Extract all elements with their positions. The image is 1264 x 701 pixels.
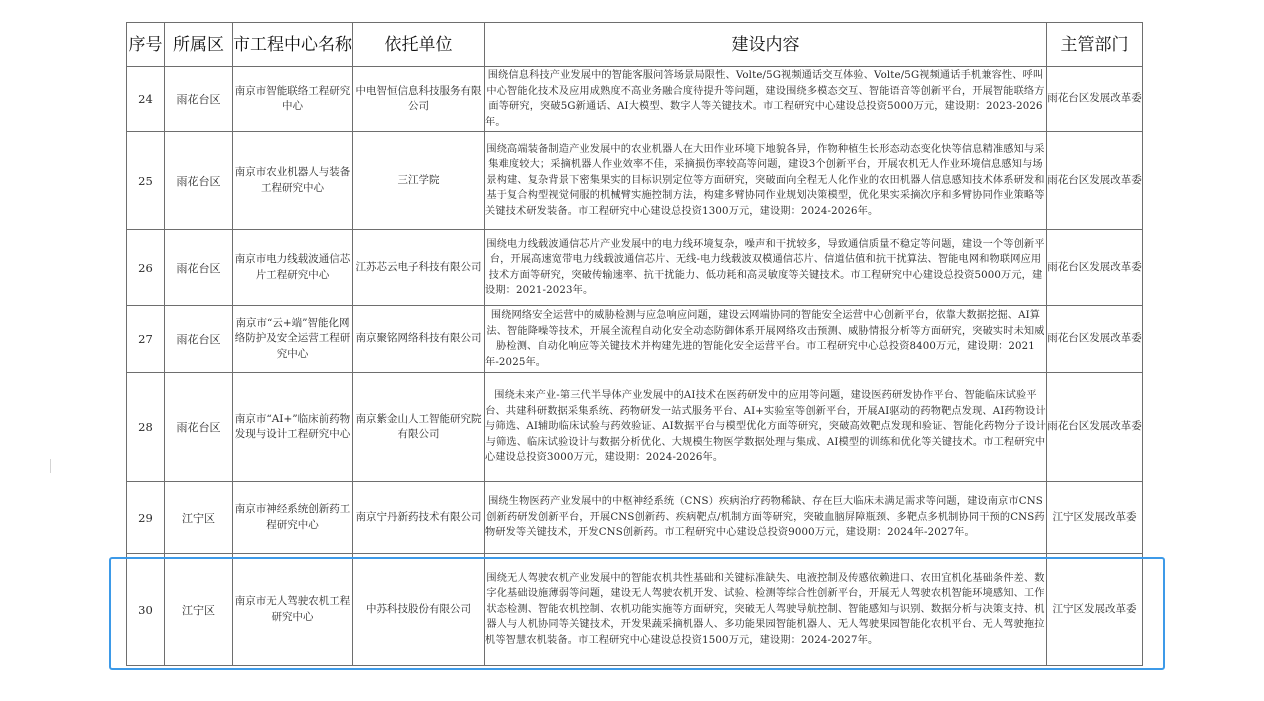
row-district: 江宁区 — [165, 482, 233, 554]
header-row — [127, 23, 1143, 67]
row-center-name: 南京市神经系统创新药工程研究中心 — [233, 482, 353, 554]
row-host-unit: 中苏科技股份有限公司 — [353, 554, 485, 666]
project-table — [126, 22, 1143, 666]
row-no: 24 — [127, 67, 165, 132]
row-dept: 江宁区发展改革委 — [1047, 482, 1143, 554]
row-no: 25 — [127, 132, 165, 230]
row-host-unit: 南京紫金山人工智能研究院有限公司 — [353, 373, 485, 482]
row-center-name: 南京市智能联络工程研究中心 — [233, 67, 353, 132]
row-no: 27 — [127, 306, 165, 373]
table-row — [127, 482, 1143, 554]
row-dept: 雨花台区发展改革委 — [1047, 306, 1143, 373]
row-content: 围绕生物医药产业发展中的中枢神经系统（CNS）疾病治疗药物稀缺、存在巨大临床未满足需求等问题，建设南京市CNS创新药研发创新平台，开展CNS创新药、疾病靶点/机制方面等研究，突破血脑屏障瓶颈、多靶点多机制协同干预的CNS药物研发等关键技术，开发CNS创新药。市工程研究中心建设总投资9000万元，建设期：2024年-2027年。 — [485, 482, 1047, 554]
row-host-unit: 江苏芯云电子科技有限公司 — [353, 230, 485, 306]
row-host-unit: 三江学院 — [353, 132, 485, 230]
table-row — [127, 132, 1143, 230]
row-no: 29 — [127, 482, 165, 554]
header-center: 市工程中心名称 — [233, 23, 353, 67]
margin-mark — [50, 459, 51, 473]
header-no: 序号 — [127, 23, 165, 67]
row-host-unit: 南京聚铭网络科技有限公司 — [353, 306, 485, 373]
row-content: 围绕高端装备制造产业发展中的农业机器人在大田作业环境下地貌各异，作物种植生长形态动态变化快等信息精准感知与采集难度较大；采摘机器人作业效率不佳，采摘损伤率较高等问题，建设3个创新平台，开展农机无人作业环境信息感知与场景构建、复杂背景下密集果实的目标识别定位等方面研究，突破面向全程无人化作业的农田机器人信息感知技术体系研发和基于复合构型视觉伺服的机械臂实施控制方法，构建多臂协同作业规划决策模型，优化果实采摘次序和多臂协同作业策略等关键技术研发装备。市工程研究中心建设总投资1300万元，建设期：2024-2026年。 — [485, 132, 1047, 230]
row-district: 雨花台区 — [165, 373, 233, 482]
row-content: 围绕电力线载波通信芯片产业发展中的电力线环境复杂，噪声和干扰较多，导致通信质量不稳定等问题，建设一个等创新平台，开展高速宽带电力线载波通信芯片、无线-电力线载波双模通信芯片、信道估值和抗干扰算法、智能电网和物联网应用技术方面等研究，突破传输速率、抗干扰能力、低功耗和高灵敏度等关键技术。市工程研究中心建设总投资5000万元，建设期：2021-2023年。 — [485, 230, 1047, 306]
table-row — [127, 67, 1143, 132]
row-content: 围绕网络安全运营中的威胁检测与应急响应问题，建设云网端协同的智能安全运营中心创新平台，依靠大数据挖掘、AI算法、智能降噪等技术，开展全流程自动化安全动态防御体系开展网络攻击预测、威胁情报分析等方面研究，突破实时未知威胁检测、自动化响应等关键技术并构建先进的智能化安全运营平台。市工程研究中心总投资8400万元，建设期：2021年-2025年。 — [485, 306, 1047, 373]
row-dept: 雨花台区发展改革委 — [1047, 230, 1143, 306]
table-row — [127, 554, 1143, 666]
row-no: 28 — [127, 373, 165, 482]
row-content: 围绕未来产业-第三代半导体产业发展中的AI技术在医药研发中的应用等问题，建设医药研发协作平台、智能临床试验平台、共建科研数据采集系统、药物研发一站式服务平台、AI+实验室等创新平台，开展AI驱动的药物靶点发现、AI药物设计与筛选、AI辅助临床试验与药效验证、AI数据平台与模型优化方面等研究，突破高效靶点发现和验证、智能化药物分子设计与筛选、临床试验设计与数据分析优化、大规模生物医学数据处理与集成、AI模型的训练和优化等关键技术。市工程研究中心建设总投资3000万元，建设期：2024-2026年。 — [485, 373, 1047, 482]
row-center-name: 南京市电力线载波通信芯片工程研究中心 — [233, 230, 353, 306]
row-host-unit: 中电智恒信息科技服务有限公司 — [353, 67, 485, 132]
row-center-name: 南京市“AI+”临床前药物发现与设计工程研究中心 — [233, 373, 353, 482]
row-center-name: 南京市“云+端”智能化网络防护及安全运营工程研究中心 — [233, 306, 353, 373]
row-district: 雨花台区 — [165, 67, 233, 132]
row-no: 26 — [127, 230, 165, 306]
row-dept: 雨花台区发展改革委 — [1047, 132, 1143, 230]
row-district: 雨花台区 — [165, 230, 233, 306]
table-row — [127, 373, 1143, 482]
table-row — [127, 306, 1143, 373]
header-district: 所属区 — [165, 23, 233, 67]
row-dept: 雨花台区发展改革委 — [1047, 67, 1143, 132]
row-center-name: 南京市无人驾驶农机工程研究中心 — [233, 554, 353, 666]
table-row — [127, 230, 1143, 306]
header-unit: 依托单位 — [353, 23, 485, 67]
row-district: 江宁区 — [165, 554, 233, 666]
header-content: 建设内容 — [485, 23, 1047, 67]
row-no: 30 — [127, 554, 165, 666]
row-dept: 雨花台区发展改革委 — [1047, 373, 1143, 482]
row-center-name: 南京市农业机器人与装备工程研究中心 — [233, 132, 353, 230]
row-dept: 江宁区发展改革委 — [1047, 554, 1143, 666]
row-content: 围绕无人驾驶农机产业发展中的智能农机共性基础和关键标准缺失、电液控制及传感依赖进口、农田宜机化基础条件差、数字化基础设施薄弱等问题，建设无人驾驶农机开发、试验、检测等综合性创新平台，开展无人驾驶农机智能环境感知、工作状态检测、智能农机控制、农机功能实施等方面研究，突破无人驾驶导航控制、智能感知与识别、数据分析与决策支持、机器人与人机协同等关键技术，开发果蔬采摘机器人、多功能果园智能机器人、无人驾驶果园智能化农机平台、无人驾驶拖拉机等智慧农机装备。市工程研究中心建设总投资1500万元，建设期：2024-2027年。 — [485, 554, 1047, 666]
row-host-unit: 南京宁丹新药技术有限公司 — [353, 482, 485, 554]
header-dept: 主管部门 — [1047, 23, 1143, 67]
row-district: 雨花台区 — [165, 306, 233, 373]
row-content: 围绕信息科技产业发展中的智能客服问答场景局限性、Volte/5G视频通话交互体验、Volte/5G视频通话手机兼容性、呼叫中心智能化技术及应用成熟度不高业务融合度待提升等问题，建设围绕多模态交互、智能语音等创新平台，开展智能联络方面等研究，突破5G新通话、AI大模型、数字人等关键技术。市工程研究中心建设总投资5000万元，建设期：2023-2026年。 — [485, 67, 1047, 132]
row-district: 雨花台区 — [165, 132, 233, 230]
